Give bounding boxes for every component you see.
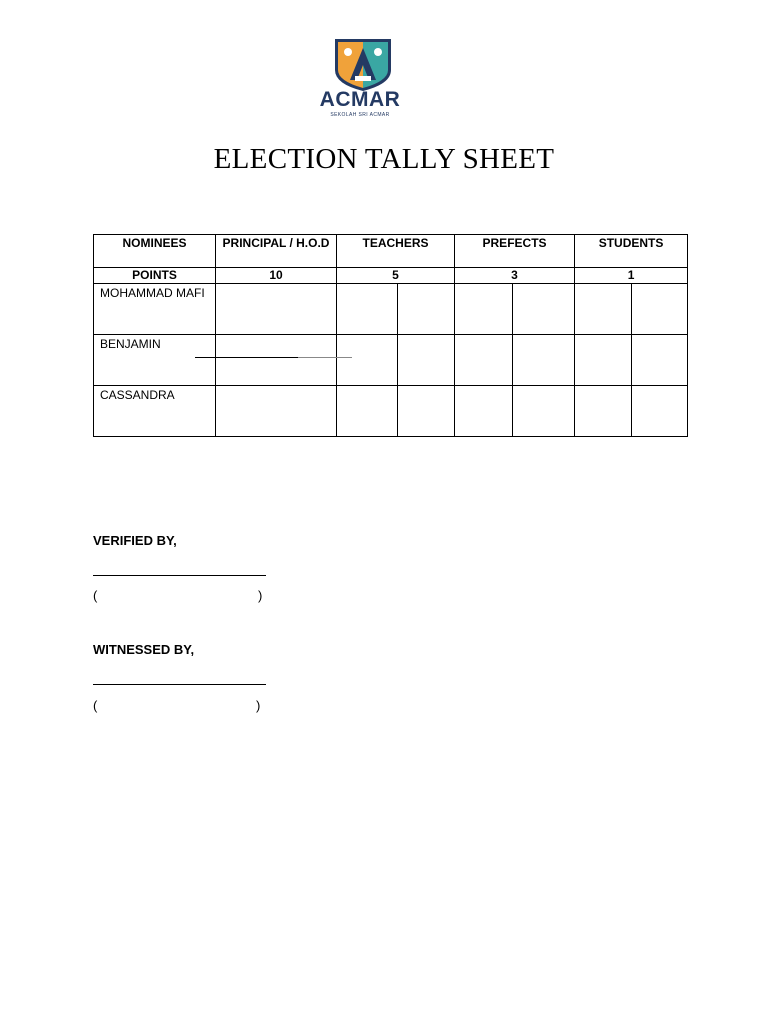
tally-cell[interactable] xyxy=(398,335,455,386)
tally-cell[interactable] xyxy=(337,335,398,386)
tally-cell[interactable] xyxy=(575,335,632,386)
witnessed-name-open-paren: ( xyxy=(93,698,98,713)
verified-by-label: VERIFIED BY, xyxy=(93,533,177,548)
nominee-name: BENJAMIN xyxy=(94,335,216,386)
witnessed-by-label: WITNESSED BY, xyxy=(93,642,195,657)
tally-cell[interactable] xyxy=(398,284,455,335)
points-value: 1 xyxy=(575,268,688,284)
verified-name-close-paren: ) xyxy=(258,588,263,603)
page-title: ELECTION TALLY SHEET xyxy=(213,143,555,175)
brand-subtitle: SEKOLAH SRI ACMAR xyxy=(330,112,390,118)
column-header: PREFECTS xyxy=(455,235,575,268)
verified-signature-line[interactable] xyxy=(93,575,266,576)
tally-cell[interactable] xyxy=(216,335,337,386)
tally-cell[interactable] xyxy=(632,284,688,335)
table-row xyxy=(94,335,688,386)
tally-cell[interactable] xyxy=(337,284,398,335)
tally-cell[interactable] xyxy=(337,386,398,437)
stray-underline-light xyxy=(298,357,352,358)
tally-cell[interactable] xyxy=(513,386,575,437)
brand-name: ACMAR xyxy=(319,88,401,111)
points-value: 3 xyxy=(455,268,575,284)
tally-cell[interactable] xyxy=(575,386,632,437)
table-row xyxy=(94,284,688,335)
tally-cell[interactable] xyxy=(632,386,688,437)
table-row xyxy=(94,386,688,437)
tally-cell[interactable] xyxy=(513,335,575,386)
tally-cell[interactable] xyxy=(216,284,337,335)
tally-cell[interactable] xyxy=(216,386,337,437)
points-label: POINTS xyxy=(94,268,216,284)
nominee-name: MOHAMMAD MAFI xyxy=(94,284,216,335)
witnessed-signature-line[interactable] xyxy=(93,684,266,685)
tally-cell[interactable] xyxy=(632,335,688,386)
column-header: TEACHERS xyxy=(337,235,455,268)
tally-cell[interactable] xyxy=(455,284,513,335)
column-header: PRINCIPAL / H.O.D xyxy=(216,235,337,268)
column-header: NOMINEES xyxy=(94,235,216,268)
nominee-name: CASSANDRA xyxy=(94,386,216,437)
tally-cell[interactable] xyxy=(455,386,513,437)
tally-cell[interactable] xyxy=(455,335,513,386)
witnessed-name-close-paren: ) xyxy=(256,698,261,713)
column-header: STUDENTS xyxy=(575,235,688,268)
points-value: 10 xyxy=(216,268,337,284)
table-header-row xyxy=(94,235,688,268)
points-row xyxy=(94,268,688,284)
tally-cell[interactable] xyxy=(575,284,632,335)
tally-table xyxy=(93,234,688,437)
verified-name-open-paren: ( xyxy=(93,588,98,603)
tally-cell[interactable] xyxy=(398,386,455,437)
tally-cell[interactable] xyxy=(513,284,575,335)
points-value: 5 xyxy=(337,268,455,284)
